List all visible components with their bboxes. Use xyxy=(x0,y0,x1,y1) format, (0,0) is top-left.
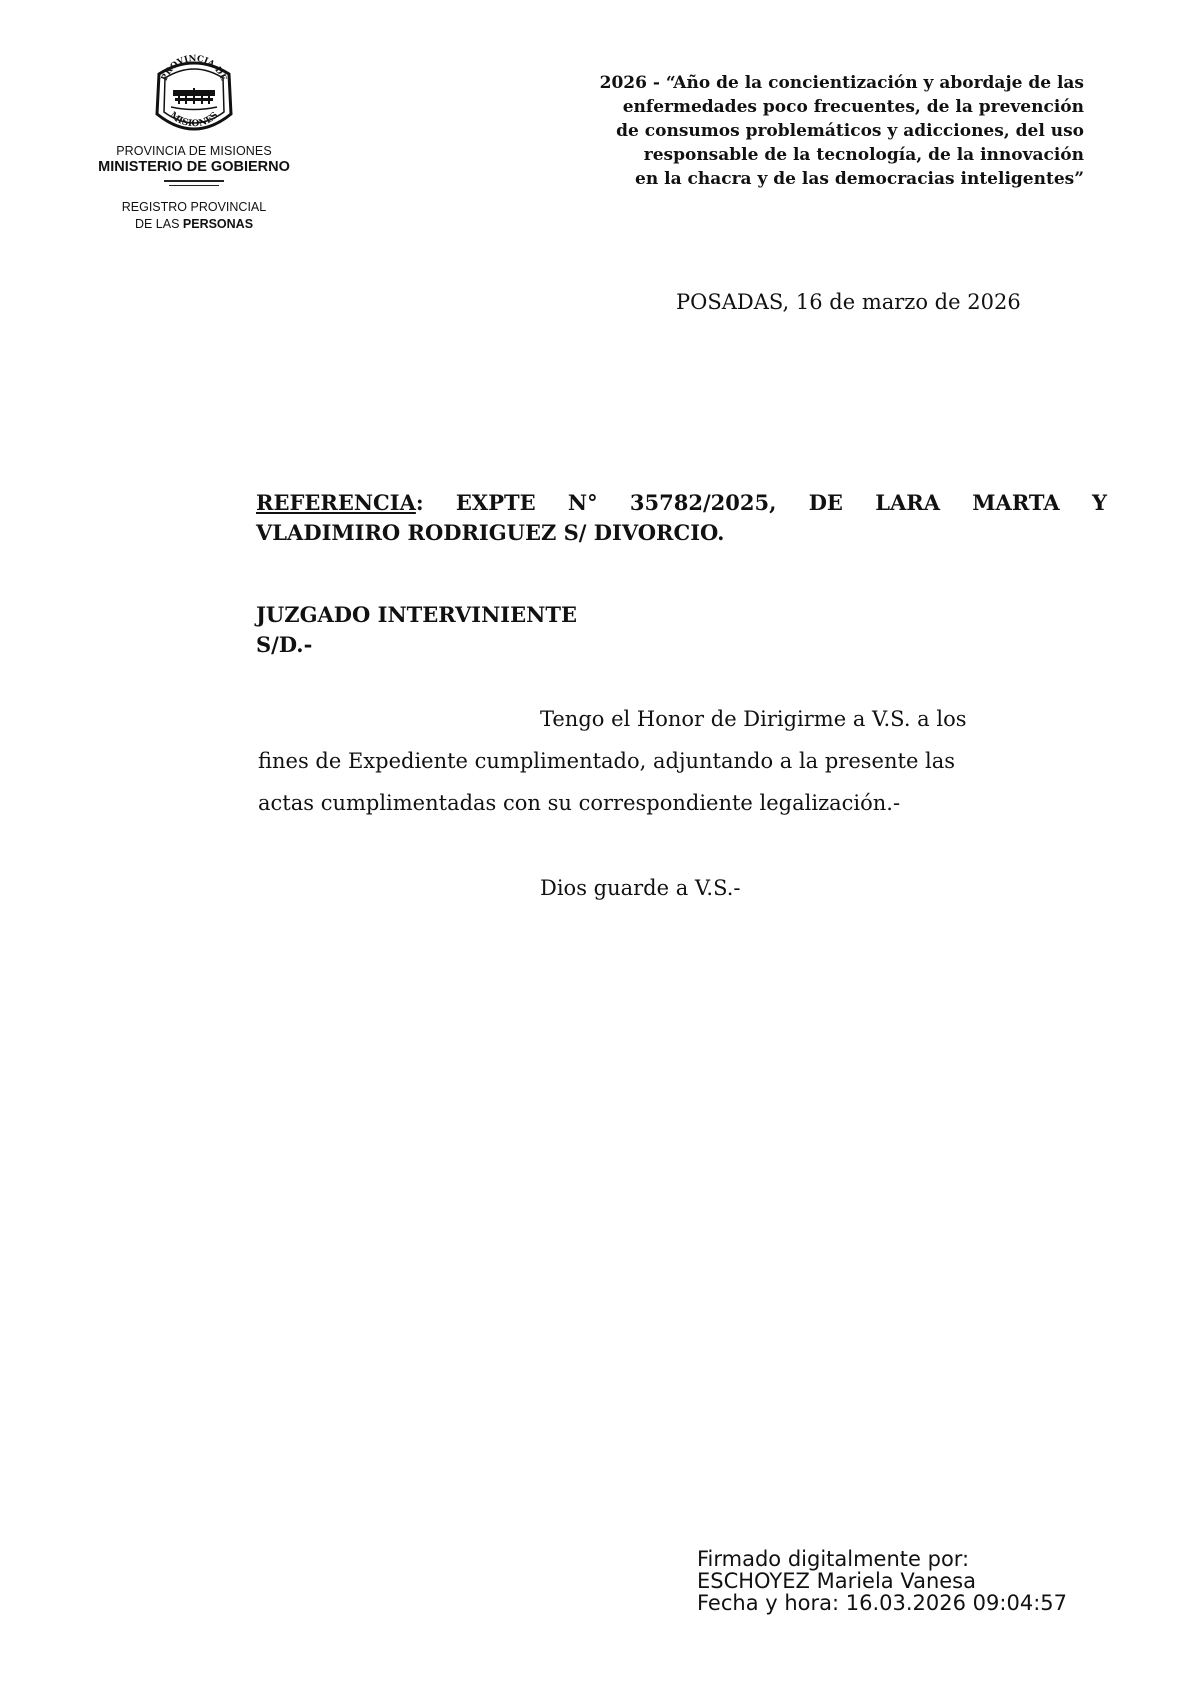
addressee-block xyxy=(256,600,577,660)
addressee-line2: S/D.- xyxy=(256,632,313,657)
reference-word: Y xyxy=(1091,490,1107,515)
reference-word: DE xyxy=(808,490,843,515)
reference-label-group xyxy=(256,488,424,518)
body-line: Tengo el Honor de Dirigirme a V.S. a los xyxy=(540,707,967,731)
letterhead-logo xyxy=(84,52,304,231)
addressee-line1: JUZGADO INTERVINIENTE xyxy=(256,602,577,627)
registry-name-line2 xyxy=(84,217,304,231)
registry-bold: PERSONAS xyxy=(182,216,254,231)
svg-text:MISIONES: MISIONES xyxy=(167,110,221,130)
divider xyxy=(164,180,224,182)
signature-line: Firmado digitalmente por: xyxy=(697,1547,970,1571)
year-motto xyxy=(524,71,1084,191)
motto-line: de consumos problemáticos y adicciones, del uso xyxy=(616,121,1084,141)
reference-word: LARA xyxy=(875,490,940,515)
motto-line: en la chacra y de las democracias inteligentes” xyxy=(635,169,1084,189)
closing-salutation: Dios guarde a V.S.- xyxy=(540,876,741,900)
motto-line: 2026 - “Año de la concientización y abordaje de las xyxy=(599,73,1084,93)
registry-name-line1: REGISTRO PROVINCIAL xyxy=(121,199,267,214)
date-line: POSADAS, 16 de marzo de 2026 xyxy=(676,290,1021,314)
letter-body xyxy=(258,698,1058,824)
signature-line: ESCHOYEZ Mariela Vanesa xyxy=(697,1569,976,1593)
body-line: actas cumplimentadas con su correspondiente legalización.- xyxy=(258,791,901,815)
reference-word: N° xyxy=(567,490,598,515)
signature-line: Fecha y hora: 16.03.2026 09:04:57 xyxy=(697,1591,1067,1615)
motto-line: enfermedades poco frecuentes, de la prevención xyxy=(622,97,1084,117)
reference-line2: VLADIMIRO RODRIGUEZ S/ DIVORCIO. xyxy=(256,520,725,545)
reference-word: 35782/2025, xyxy=(629,490,777,515)
digital-signature xyxy=(697,1548,1067,1614)
reference-colon: : xyxy=(415,490,424,515)
reference-line1 xyxy=(256,488,1107,518)
reference-block xyxy=(256,488,1107,548)
divider xyxy=(169,185,219,186)
reference-label: REFERENCIA xyxy=(256,490,416,515)
reference-word: EXPTE xyxy=(455,490,536,515)
registry-prefix: DE LAS xyxy=(134,216,183,231)
provincial-seal-icon xyxy=(151,52,237,140)
svg-text:PROVINCIA DE: PROVINCIA DE xyxy=(159,53,229,83)
province-name: PROVINCIA DE MISIONES xyxy=(116,144,272,158)
ministry-name: MINISTERIO DE GOBIERNO xyxy=(98,159,290,175)
body-line: fines de Expediente cumplimentado, adjuntando a la presente las xyxy=(258,749,956,773)
motto-line: responsable de la tecnología, de la innovación xyxy=(643,145,1084,165)
reference-word: MARTA xyxy=(972,490,1060,515)
